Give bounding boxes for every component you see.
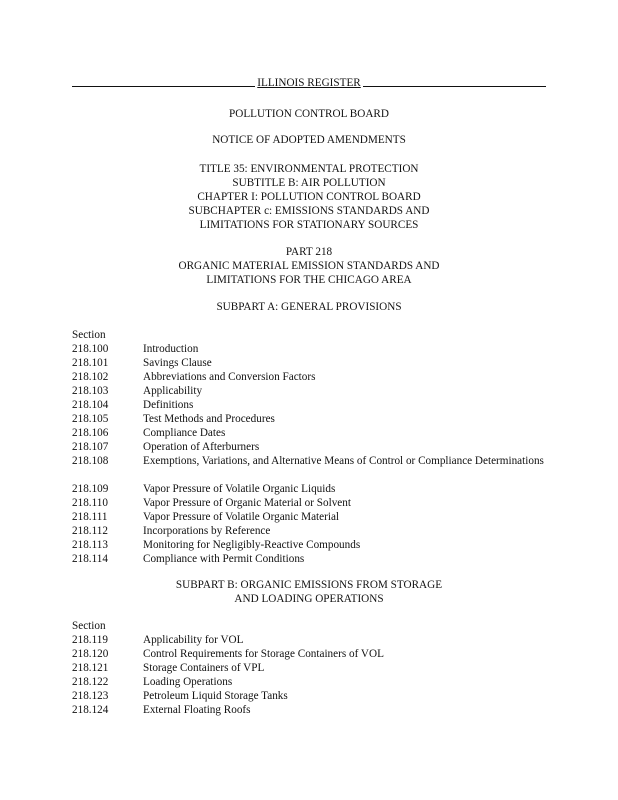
section-row (72, 675, 546, 689)
subpart-b-section-list (72, 633, 546, 717)
section-title: Vapor Pressure of Volatile Organic Material (143, 511, 340, 523)
section-row (72, 552, 546, 566)
section-number: 218.105 (72, 413, 109, 425)
section-row (72, 703, 546, 717)
section-row (72, 412, 546, 426)
section-title: Control Requirements for Storage Containers of VOL (143, 648, 384, 660)
section-number: 218.114 (72, 553, 108, 565)
section-number: 218.102 (72, 371, 109, 383)
title-heading: TITLE 35: ENVIRONMENTAL PROTECTION (199, 163, 419, 175)
section-title: Abbreviations and Conversion Factors (143, 371, 316, 383)
section-number: 218.111 (72, 511, 108, 523)
section-title: Incorporations by Reference (143, 525, 271, 537)
section-number: 218.124 (72, 704, 109, 716)
section-number: 218.112 (72, 525, 108, 537)
subpart-b-title-line2: AND LOADING OPERATIONS (234, 593, 384, 605)
header-rule-right (363, 86, 546, 87)
section-number: 218.107 (72, 441, 109, 453)
section-number: 218.119 (72, 634, 108, 646)
section-title: Compliance Dates (143, 427, 226, 439)
section-number: 218.109 (72, 483, 109, 495)
section-row (72, 398, 546, 412)
section-number: 218.121 (72, 662, 109, 674)
section-row (72, 647, 546, 661)
section-title: Introduction (143, 343, 199, 355)
section-number: 218.108 (72, 455, 109, 467)
section-row (72, 633, 546, 647)
header-rule-left (72, 86, 255, 87)
section-label: Section (72, 620, 106, 632)
section-title: Vapor Pressure of Volatile Organic Liquids (143, 483, 336, 495)
section-number: 218.122 (72, 676, 109, 688)
section-row (72, 496, 546, 510)
part-title-line1: ORGANIC MATERIAL EMISSION STANDARDS AND (178, 260, 440, 272)
agency-name: POLLUTION CONTROL BOARD (229, 108, 389, 120)
section-title: Compliance with Permit Conditions (143, 553, 305, 565)
section-number: 218.110 (72, 497, 108, 509)
notice-title: NOTICE OF ADOPTED AMENDMENTS (212, 134, 406, 146)
section-title: Loading Operations (143, 676, 233, 688)
section-title: Petroleum Liquid Storage Tanks (143, 690, 288, 702)
subpart-b-title-line1: SUBPART B: ORGANIC EMISSIONS FROM STORAGE (175, 579, 443, 591)
section-row (72, 661, 546, 675)
section-row (72, 426, 546, 440)
subpart-a-section-list (72, 342, 546, 566)
section-row (72, 356, 546, 370)
part-number: PART 218 (285, 246, 333, 258)
section-title: Applicability (143, 385, 203, 397)
section-row (72, 524, 546, 538)
subtitle-heading: SUBTITLE B: AIR POLLUTION (232, 177, 386, 189)
section-row (72, 454, 546, 482)
section-title: Exemptions, Variations, and Alternative Means of Control or Compliance Determinations (143, 455, 544, 467)
subchapter-heading-line2: LIMITATIONS FOR STATIONARY SOURCES (199, 219, 419, 231)
part-title-line2: LIMITATIONS FOR THE CHICAGO AREA (206, 274, 412, 286)
section-title: Vapor Pressure of Organic Material or Solvent (143, 497, 351, 509)
section-row (72, 538, 546, 552)
section-number: 218.106 (72, 427, 109, 439)
section-title: Applicability for VOL (143, 634, 244, 646)
subpart-a-title: SUBPART A: GENERAL PROVISIONS (216, 301, 402, 313)
section-row (72, 370, 546, 384)
section-row (72, 440, 546, 454)
section-row (72, 510, 546, 524)
section-row (72, 482, 546, 496)
section-title: Savings Clause (143, 357, 212, 369)
register-title: ILLINOIS REGISTER (257, 77, 361, 89)
section-row (72, 384, 546, 398)
section-title: Storage Containers of VPL (143, 662, 265, 674)
register-header (72, 76, 546, 90)
section-title: Test Methods and Procedures (143, 413, 275, 425)
section-title: Operation of Afterburners (143, 441, 260, 453)
chapter-heading: CHAPTER I: POLLUTION CONTROL BOARD (197, 191, 421, 203)
section-title: External Floating Roofs (143, 704, 251, 716)
section-number: 218.113 (72, 539, 108, 551)
section-number: 218.123 (72, 690, 109, 702)
section-number: 218.103 (72, 385, 109, 397)
subchapter-heading-line1: SUBCHAPTER c: EMISSIONS STANDARDS AND (188, 205, 430, 217)
section-number: 218.120 (72, 648, 109, 660)
section-title: Monitoring for Negligibly-Reactive Compounds (143, 539, 361, 551)
section-number: 218.104 (72, 399, 109, 411)
section-number: 218.100 (72, 343, 109, 355)
section-number: 218.101 (72, 357, 109, 369)
section-row (72, 689, 546, 703)
section-label: Section (72, 329, 106, 341)
section-title: Definitions (143, 399, 194, 411)
section-row (72, 342, 546, 356)
